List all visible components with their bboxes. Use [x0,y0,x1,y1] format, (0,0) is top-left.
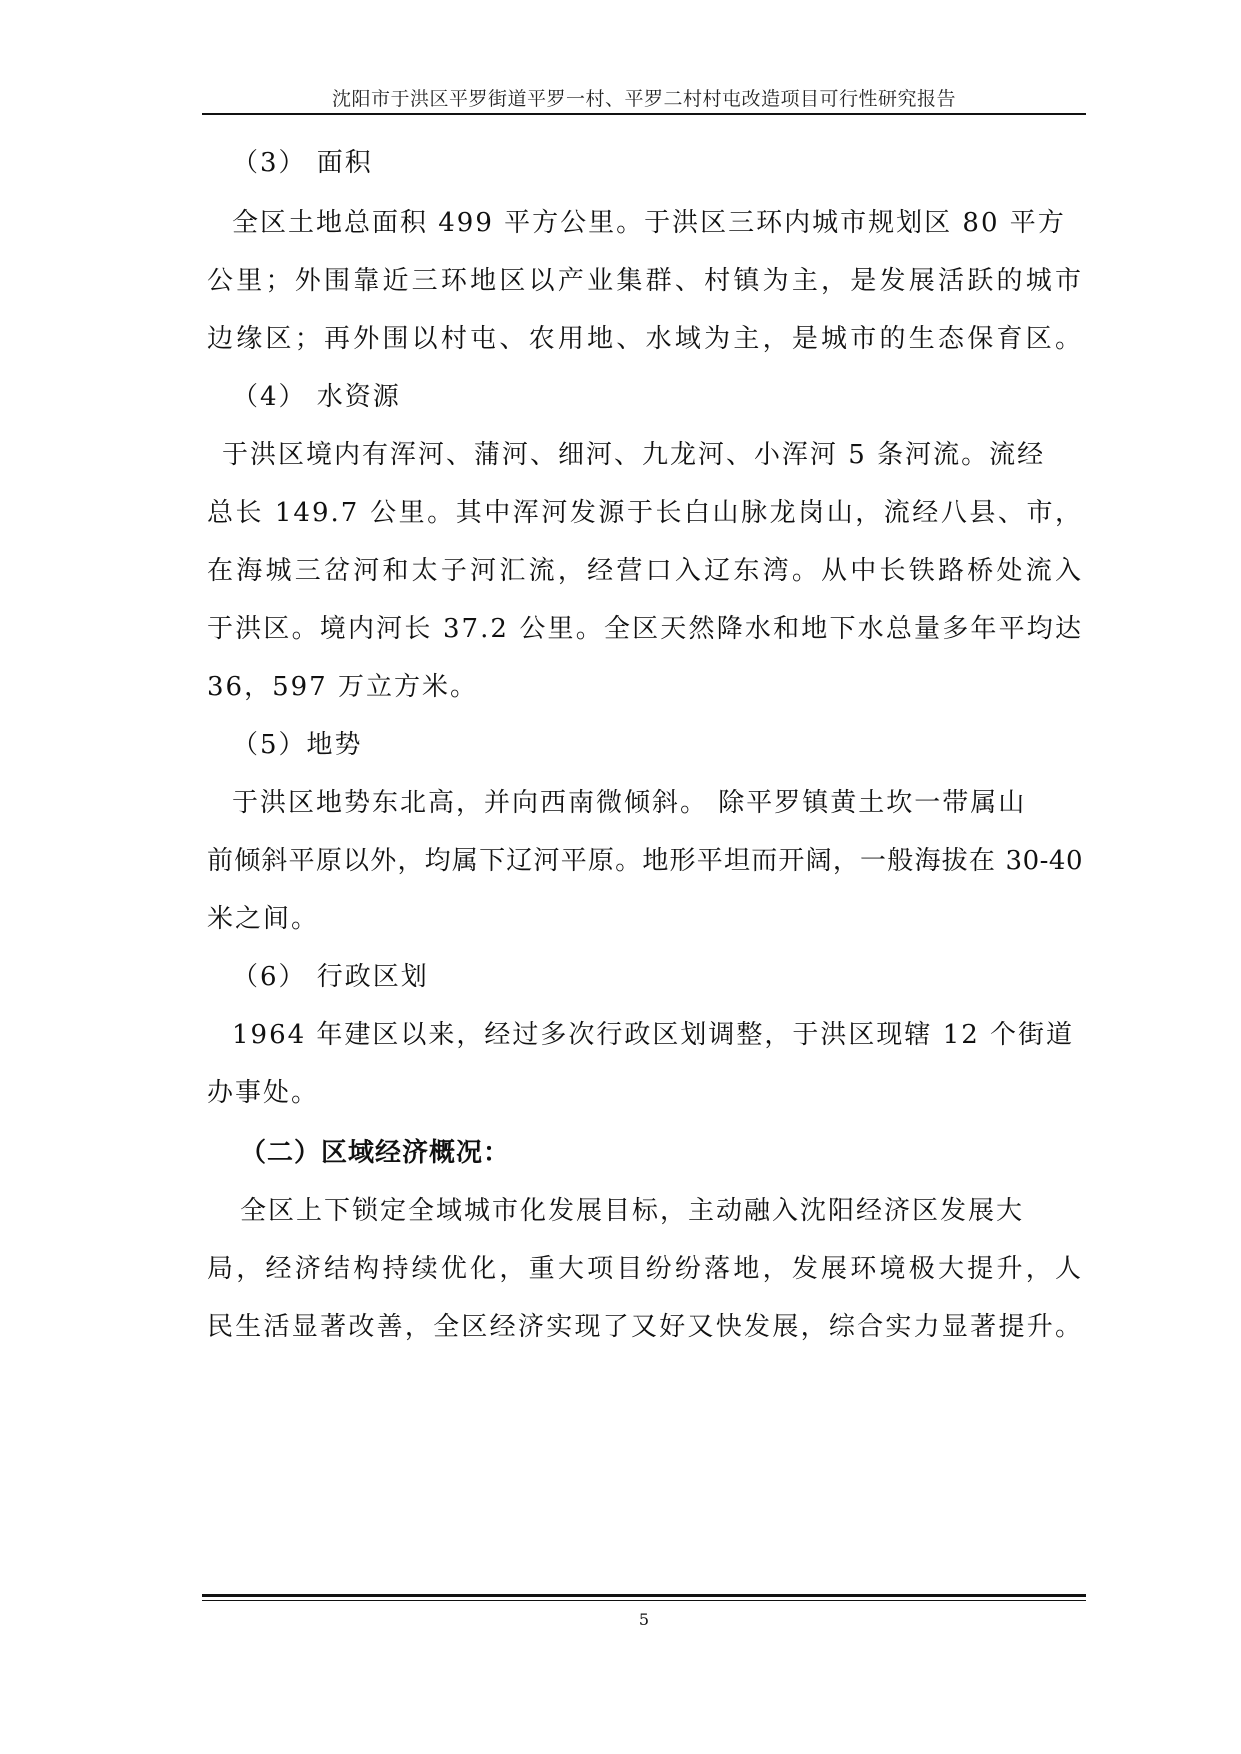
paragraph-area-line-2: 公里；外围靠近三环地区以产业集群、村镇为主，是发展活跃的城市 [207,266,1083,296]
page-number: 5 [638,1610,650,1629]
heading-area: （3） 面积 [232,148,373,178]
page-header-title: 沈阳市于洪区平罗街道平罗一村、平罗二村村屯改造项目可行性研究报告 [331,88,956,110]
header-rule [202,113,1086,115]
paragraph-terrain-line-2: 前倾斜平原以外，均属下辽河平原。地形平坦而开阔，一般海拔在 30-40 [207,846,1083,876]
paragraph-admin-line-1: 1964 年建区以来，经过多次行政区划调整，于洪区现辖 12 个街道 [232,1020,1075,1050]
heading-water-resources: （4） 水资源 [232,382,401,412]
paragraph-water-line-2: 总长 149.7 公里。其中浑河发源于长白山脉龙岗山，流经八县、市， [207,498,1083,528]
section-heading-regional-economy: （二）区域经济概况： [240,1138,511,1168]
paragraph-water-line-1: 于洪区境内有浑河、蒲河、细河、九龙河、小浑河 5 条河流。流经 [222,440,1046,470]
paragraph-terrain-line-1: 于洪区地势东北高，并向西南微倾斜。 除平罗镇黄土坎一带属山 [232,788,1027,818]
paragraph-area-line-1: 全区土地总面积 499 平方公里。于洪区三环内城市规划区 80 平方 [232,208,1066,238]
heading-terrain: （5）地势 [232,730,363,760]
paragraph-economy-line-1: 全区上下锁定全域城市化发展目标，主动融入沈阳经济区发展大 [240,1196,1025,1226]
heading-administrative-division: （6） 行政区划 [232,962,429,992]
paragraph-economy-line-2: 局，经济结构持续优化，重大项目纷纷落地，发展环境极大提升，人 [207,1254,1083,1284]
paragraph-economy-line-3: 民生活显著改善，全区经济实现了又好又快发展，综合实力显著提升。 [207,1312,1083,1342]
paragraph-water-line-5: 36，597 万立方米。 [207,672,478,702]
paragraph-terrain-line-3: 米之间。 [207,904,320,934]
paragraph-water-line-4: 于洪区。境内河长 37.2 公里。全区天然降水和地下水总量多年平均达 [207,614,1083,644]
paragraph-admin-line-2: 办事处。 [207,1078,320,1108]
footer-rule-thin [202,1600,1086,1601]
paragraph-area-line-3: 边缘区；再外围以村屯、农用地、水域为主，是城市的生态保育区。 [207,324,1083,354]
paragraph-water-line-3: 在海城三岔河和太子河汇流，经营口入辽东湾。从中长铁路桥处流入 [207,556,1083,586]
footer-rule-thick [202,1594,1086,1597]
